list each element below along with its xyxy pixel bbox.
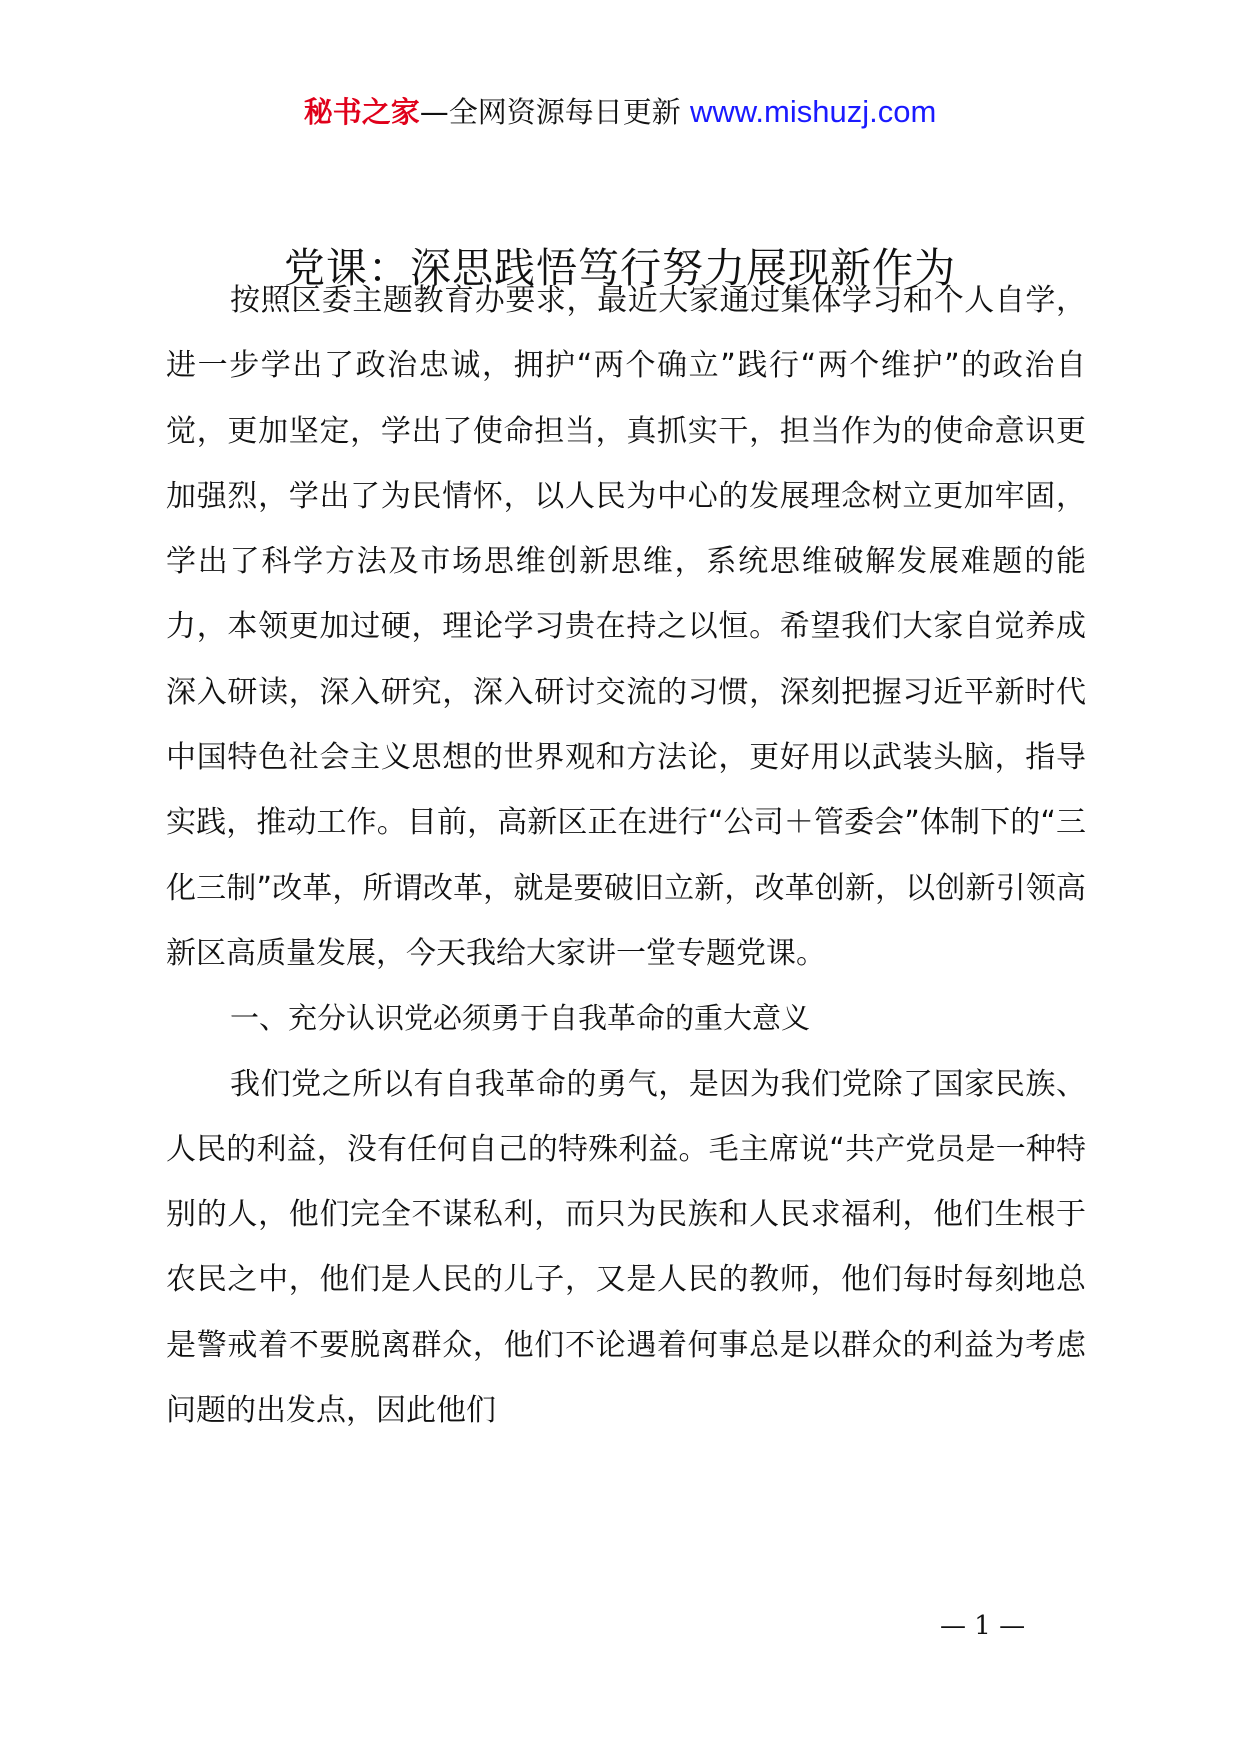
site-brand: 秘书之家 [303, 95, 420, 129]
intro-paragraph: 按照区委主题教育办要求，最近大家通过集体学习和个人自学，进一步学出了政治忠诚，拥护“两个确立”践行“两个维护”的政治自觉，更加坚定，学出了使命担当，真抓实干，担当作为的使命意识更加强烈，学出了为民情怀，以人民为中心的发展理念树立更加牢固，学出了科学方法及市场思维创新思维，系统思维破解发展难题的能力，本领更加过硬，理论学习贵在持之以恒。希望我们大家自觉养成深入研读，深入研究，深入研讨交流的习惯，深刻把握习近平新时代中国特色社会主义思想的世界观和方法论，更好用以武装头脑，指导实践，推动工作。目前，高新区正在进行“公司＋管委会”体制下的“三化三制”改革，所谓改革，就是要破旧立新，改革创新，以创新引领高新区高质量发展，今天我给大家讲一堂专题党课。 [166, 283, 1086, 971]
page-number: — 1 — [940, 1611, 1026, 1641]
site-tagline: —全网资源每日更新 [419, 95, 690, 129]
site-url-link[interactable]: www.mishuzj.com [689, 94, 937, 129]
section-heading: 一、充分认识党必须勇于自我革命的重大意义 [230, 1001, 811, 1036]
section-paragraph: 我们党之所以有自我革命的勇气，是因为我们党除了国家民族、人民的利益，没有任何自己的特殊利益。毛主席说“共产党员是一种特别的人，他们完全不谋私利，而只为民族和人民求福利，他们生根于农民之中，他们是人民的儿子，又是人民的教师，他们每时每刻地总是警戒着不要脱离群众，他们不论遇着何事总是以群众的利益为考虑问题的出发点，因此他们 [166, 1066, 1086, 1429]
document-title: 党课：深思践悟笃行努力展现新作为 [284, 244, 956, 292]
document-body [166, 268, 1086, 1443]
site-header [0, 92, 1240, 132]
